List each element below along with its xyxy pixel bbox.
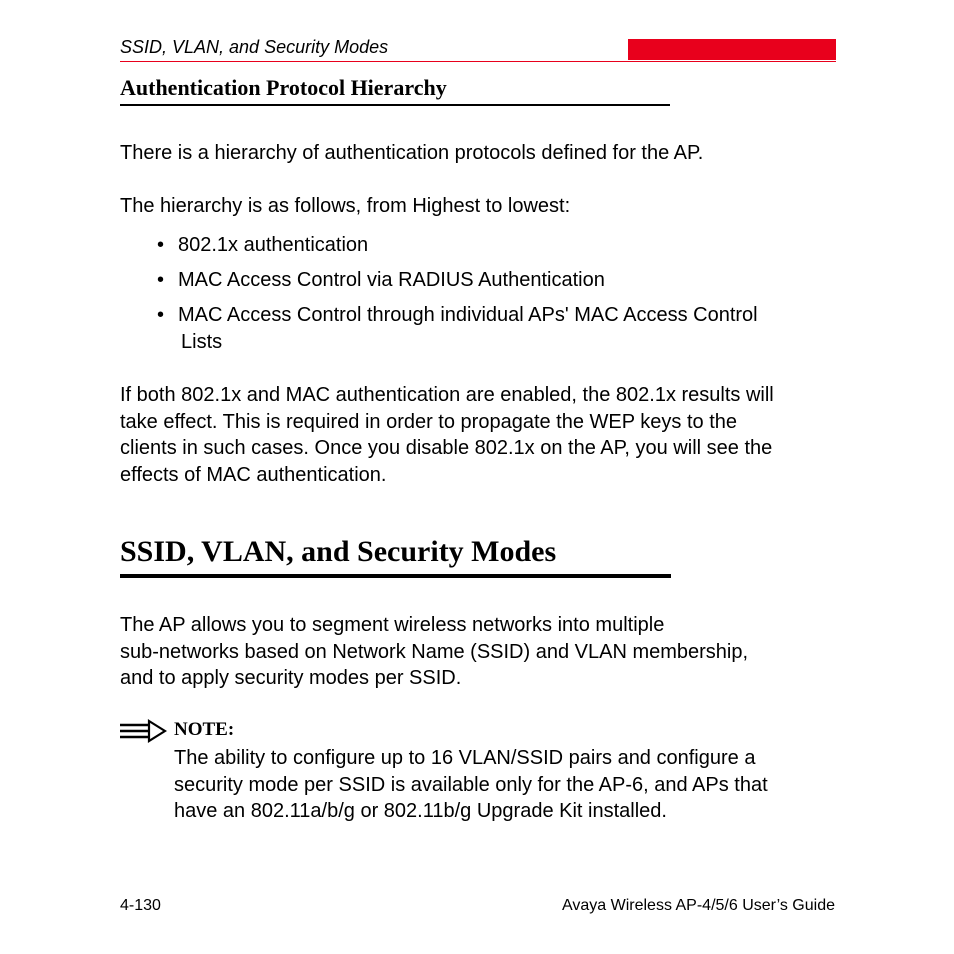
section-heading-auth-rule: [120, 104, 670, 106]
page-number: 4-130: [120, 897, 161, 914]
running-header: SSID, VLAN, and Security Modes: [120, 37, 389, 57]
section-heading-auth: Authentication Protocol Hierarchy: [120, 75, 447, 100]
header-accent-bar: [628, 39, 836, 60]
paragraph-ssid-intro: The AP allows you to segment wireless networks into multiple sub-networks based on Network Name (SSID) and VLAN membership, and to apply security modes per SSID.: [120, 614, 749, 689]
guide-title: Avaya Wireless AP-4/5/6 User’s Guide: [561, 897, 835, 914]
note-body: The ability to configure up to 16 VLAN/SSID pairs and configure a security mode per SSID is available only for the AP-6, and APs that have an 802.11a/b/g or 802.11b/g Upgrade Kit installed.: [174, 747, 768, 822]
bullet-icon: •: [157, 304, 165, 326]
list-item: • MAC Access Control via RADIUS Authentication: [120, 267, 758, 294]
paragraph-hierarchy-order: The hierarchy is as follows, from Highest to lowest:: [120, 195, 571, 217]
bullet-icon: •: [157, 234, 165, 256]
section-heading-ssid-rule: [120, 574, 671, 578]
header-rule: [120, 61, 836, 62]
note-label: NOTE:: [174, 719, 235, 740]
section-heading-ssid: SSID, VLAN, and Security Modes: [120, 535, 557, 568]
bullet-icon: •: [157, 269, 165, 291]
list-item: • 802.1x authentication: [120, 232, 758, 259]
paragraph-hierarchy-intro: There is a hierarchy of authentication protocols defined for the AP.: [120, 142, 704, 164]
list-item: • MAC Access Control through individual APs' MAC Access Control Lists: [157, 304, 758, 353]
hierarchy-list: [120, 232, 758, 364]
note-arrow-icon: [119, 719, 167, 743]
paragraph-auth-precedence: If both 802.1x and MAC authentication are enabled, the 802.1x results will take effect. This is required in order to propagate the WEP keys to the clients in such cases. Once you disable 802.1x on the AP, you will see the effects of MAC authentication.: [120, 384, 774, 486]
